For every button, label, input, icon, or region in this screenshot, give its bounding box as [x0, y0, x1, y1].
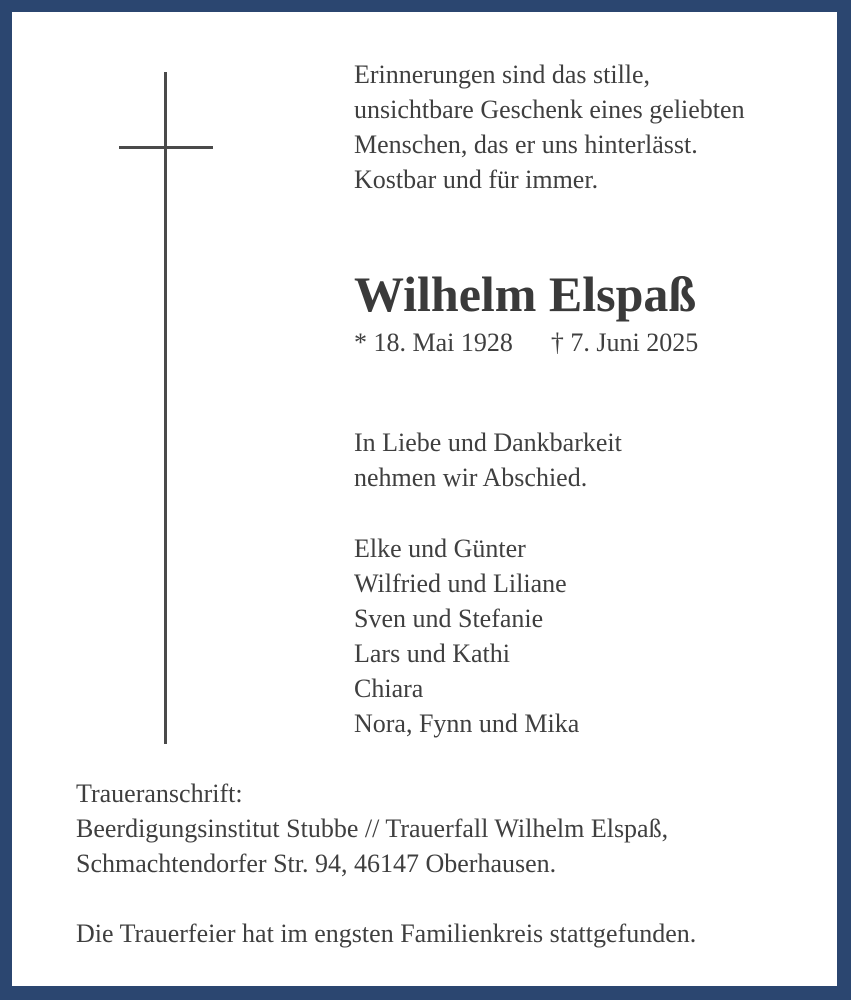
death-date: † 7. Juni 2025 [550, 328, 699, 357]
mourner-entry: Nora, Fynn und Mika [354, 709, 580, 738]
farewell-line: nehmen wir Abschied. [354, 463, 588, 492]
quote-line: Menschen, das er uns hinterlässt. [354, 130, 698, 159]
ceremony-note: Die Trauerfeier hat im engsten Familienkreis stattgefunden. [76, 919, 697, 948]
mourning-address [76, 776, 668, 881]
cross-vertical-bar [164, 72, 167, 744]
obituary-card [12, 12, 837, 986]
cross-horizontal-bar [119, 146, 213, 149]
life-dates [354, 325, 698, 360]
farewell-text [354, 425, 622, 495]
farewell-line: In Liebe und Dankbarkeit [354, 428, 622, 457]
quote-line: Kostbar und für immer. [354, 165, 599, 194]
mourner-entry: Chiara [354, 674, 424, 703]
quote-line: Erinnerungen sind das stille, [354, 60, 651, 89]
mourner-entry: Sven und Stefanie [354, 604, 544, 633]
mourner-entry: Wilfried und Liliane [354, 569, 567, 598]
address-line-2: Schmachtendorfer Str. 94, 46147 Oberhausen. [76, 849, 557, 878]
address-line-1: Beerdigungsinstitut Stubbe // Trauerfall Wilhelm Elspaß, [76, 814, 669, 843]
address-label: Traueranschrift: [76, 779, 243, 808]
mourners-list [354, 531, 579, 741]
birth-date: * 18. Mai 1928 [354, 328, 513, 357]
deceased-name: Wilhelm Elspaß [354, 266, 697, 322]
mourner-entry: Lars und Kathi [354, 639, 510, 668]
mourner-entry: Elke und Günter [354, 534, 526, 563]
memorial-quote [354, 57, 745, 197]
quote-line: unsichtbare Geschenk eines geliebten [354, 95, 745, 124]
